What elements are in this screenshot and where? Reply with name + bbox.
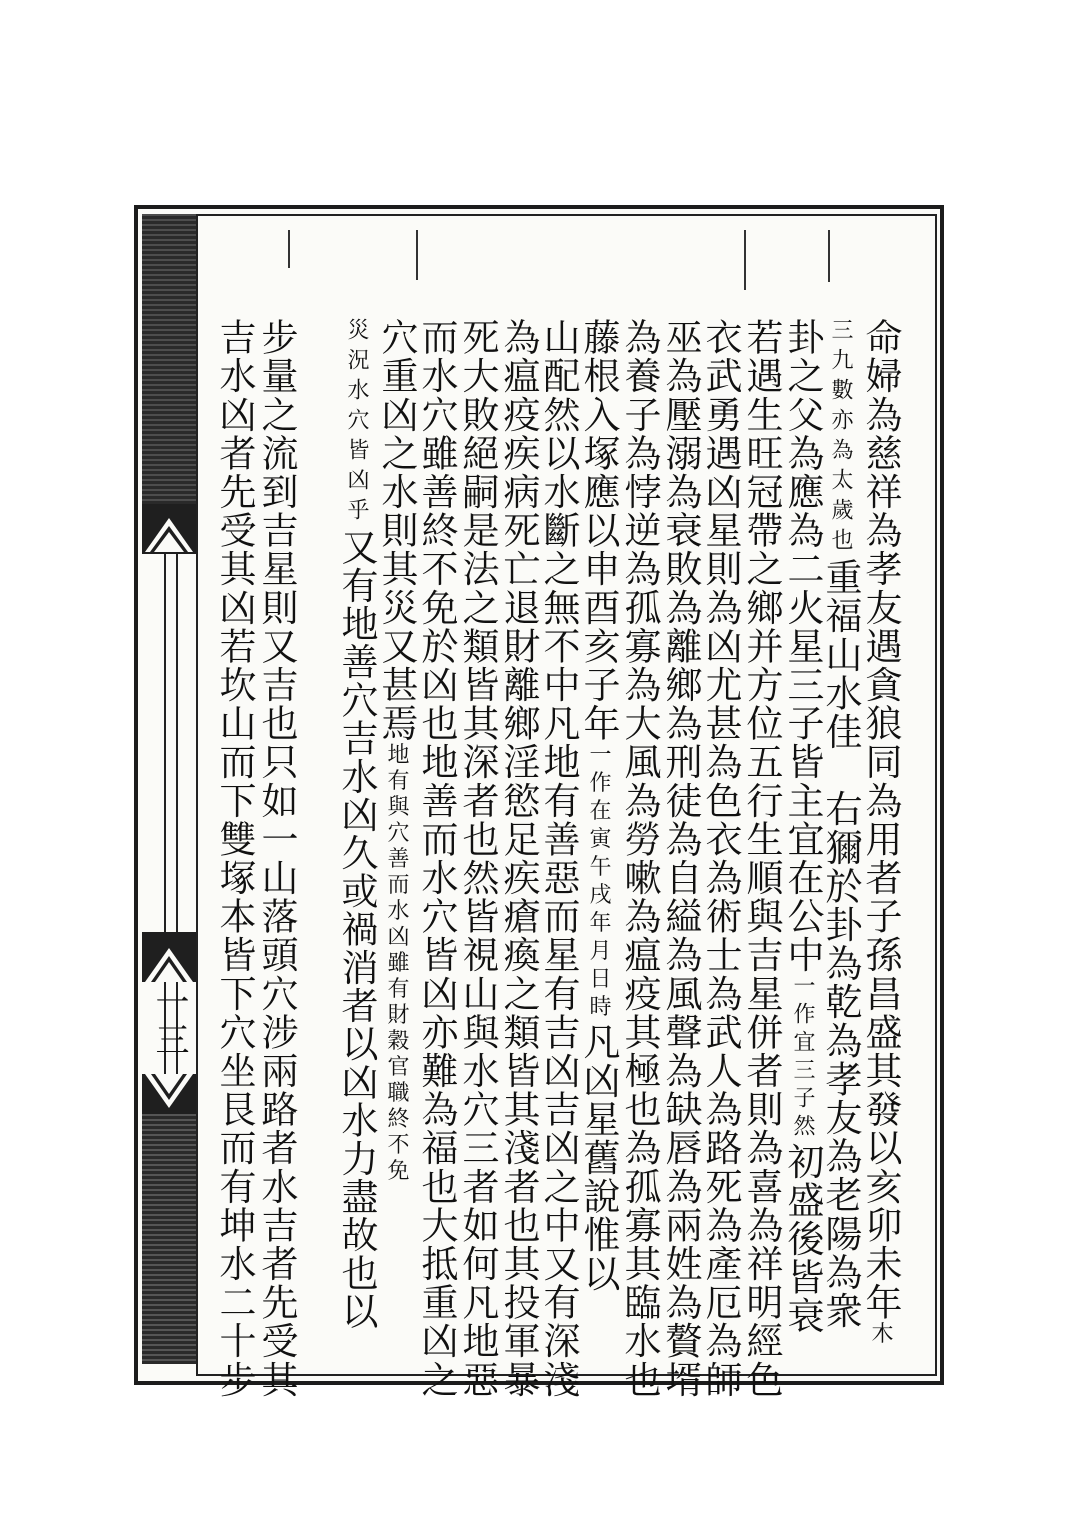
column-rule: [828, 230, 830, 282]
column-text: 命婦為慈祥為孝友遇貪狼同為用者子孫昌盛其發以亥卯未年: [859, 318, 902, 1322]
column-text: 吉水凶者先受其凶若坎山而下雙塚本皆下穴坐艮而有坤水二十步: [213, 318, 256, 1399]
text-columns: [200, 318, 902, 1399]
text-column-15: [256, 318, 296, 1399]
text-column-9: [538, 318, 578, 1399]
column-text: 卦之父為應為二火星三子皆主宜在公中: [781, 318, 824, 975]
column-text: 為瘟疫疾病死亡退財離鄉淫慾足疾瘡瘓之類皆其淺者也其投軍暴: [497, 318, 540, 1399]
lower-fishtail-icon: [142, 932, 196, 982]
column-text: 巫為壓溺為衰敗為離鄉為刑徒為自縊為風聲為缺唇為兩姓為贅壻: [659, 318, 702, 1399]
column-note: 三九數亦為太歲也: [828, 318, 853, 558]
text-column-8: [578, 318, 618, 1293]
column-note: 一作在寅午戌年月日時: [586, 742, 611, 1023]
column-text: 初盛後皆衰: [781, 1142, 824, 1336]
text-column-7: [619, 318, 659, 1399]
column-rule: [288, 230, 290, 268]
column-note: 木: [868, 1321, 893, 1350]
column-text: 為養子為悖逆為孤寡為大風為勞嗽為瘟疫其極也為孤寡其臨水也: [618, 318, 661, 1399]
margin-strip-bottom-band: [142, 1114, 196, 1364]
text-column-10: [498, 318, 538, 1399]
text-column-1: [860, 318, 900, 1350]
column-text: 步量之流到吉星則又吉也只如一山落頭穴涉兩路者水吉者先受其: [255, 318, 298, 1399]
text-column-5: [700, 318, 740, 1399]
text-column-12: [416, 318, 456, 1399]
text-column-16: [214, 318, 254, 1399]
page-number: 一三: [149, 984, 189, 1060]
text-column-3: [782, 318, 822, 1335]
column-text: 而水穴雖善終不免於凶也地善而水穴皆凶亦難為福也大抵重凶之: [415, 318, 458, 1399]
column-note: 地有與穴善而水凶雖有財穀官職終不免: [384, 742, 409, 1185]
column-rule: [744, 230, 746, 290]
column-note: 災況水穴皆凶乎: [344, 318, 369, 528]
column-note: 一作宜三子然: [790, 974, 815, 1143]
margin-strip: [142, 214, 196, 1364]
text-column-2: [820, 318, 860, 1330]
upper-fishtail-icon: [142, 504, 196, 554]
text-column-4: [741, 318, 781, 1399]
column-text: 穴重凶之水則其災又甚焉: [375, 318, 418, 743]
column-text: 若遇生旺冠帶之鄉并方位五行生順與吉星併者則為喜為祥明經色: [740, 318, 783, 1399]
text-column-11: [457, 318, 497, 1399]
text-column-14: [336, 318, 376, 1330]
column-text: 凡凶星舊說惟以: [577, 1022, 620, 1293]
column-text: 重福山水佳 右獮於卦為乾為孝友為老陽為衆: [819, 558, 862, 1330]
column-text: 衣武勇遇凶星則為凶尤甚為色衣為術士為武人為路死為產厄為師: [699, 318, 742, 1399]
column-text: 又有地善穴吉水凶久或禍消者以凶水力盡故也以: [335, 528, 378, 1331]
column-text: 死大敗絕嗣是法之類皆其深者也然皆視山與水穴三者如何凡地惡: [456, 318, 499, 1399]
column-rule: [416, 230, 418, 280]
column-text: 藤根入塚應以申酉亥子年: [577, 318, 620, 743]
text-column-6: [660, 318, 700, 1399]
column-text: 山配然以水斷之無不中凡地有善惡而星有吉凶吉凶之中又有深淺: [537, 318, 580, 1399]
text-column-13: [376, 318, 416, 1185]
margin-strip-top-band: [142, 214, 196, 504]
